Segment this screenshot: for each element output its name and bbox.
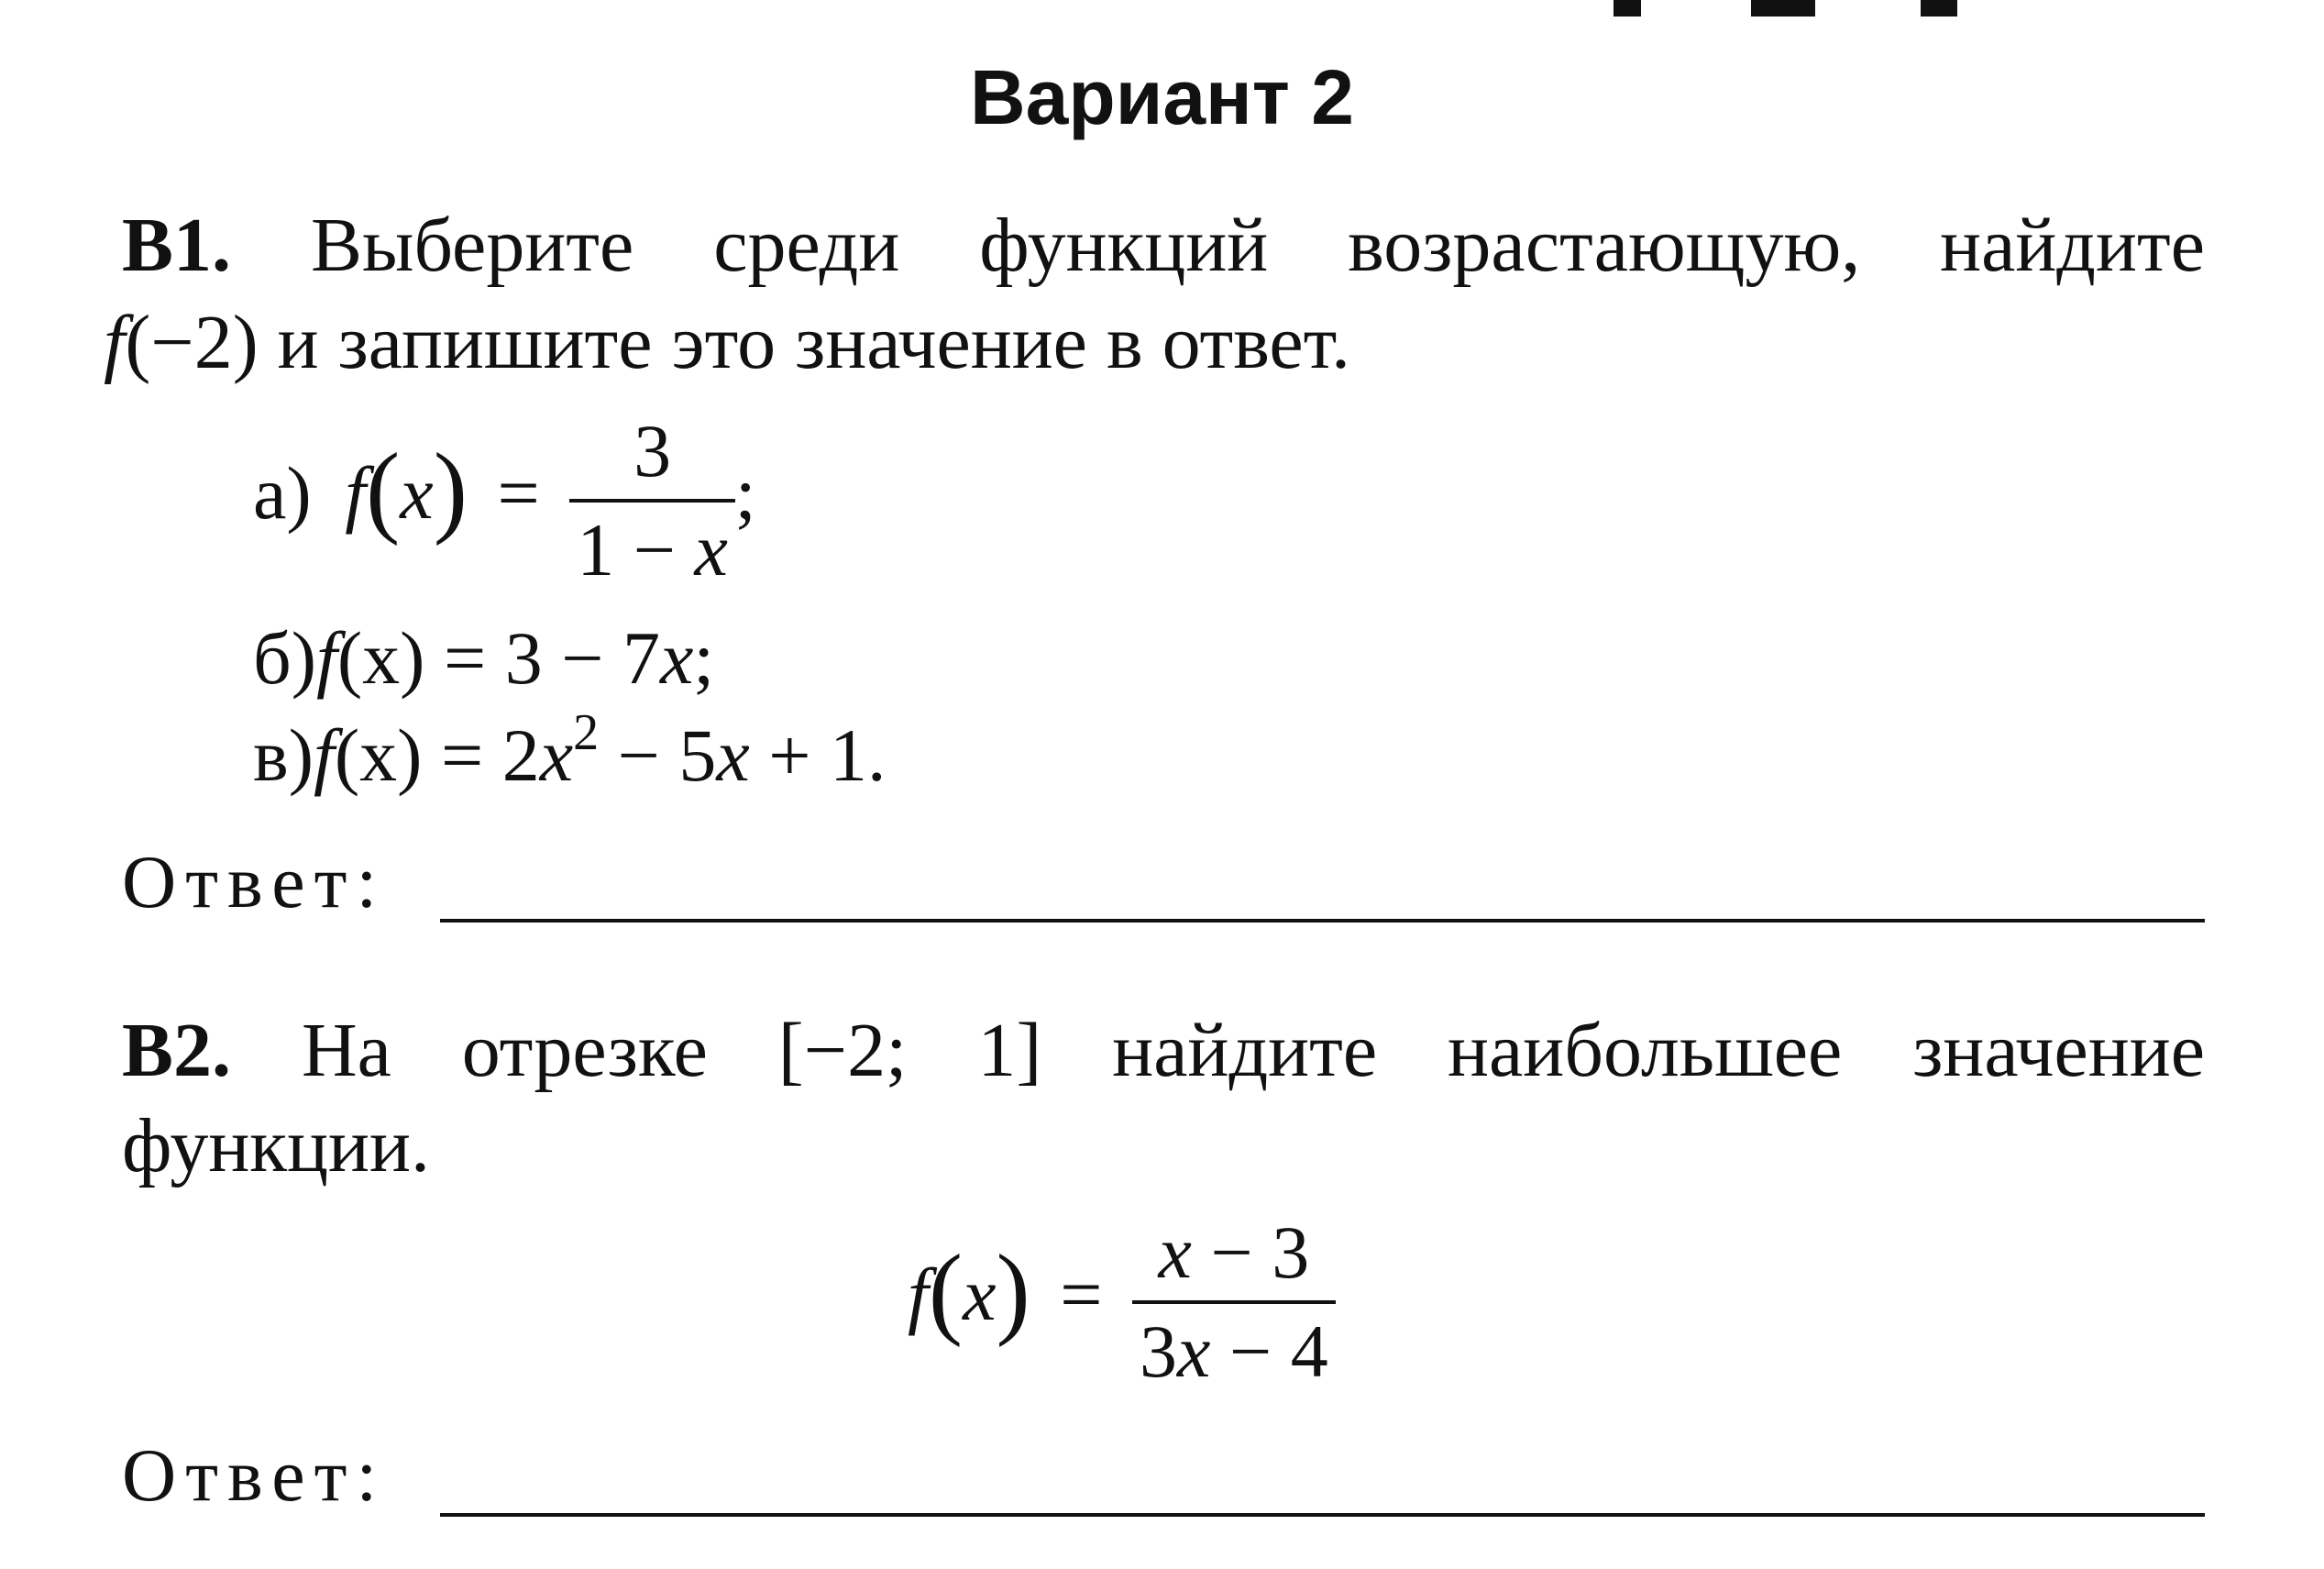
option-a-function-name: f bbox=[345, 450, 366, 535]
b1-text-line2: и запишите это значение в ответ. bbox=[258, 300, 1351, 385]
option-a-equals: = bbox=[497, 450, 540, 535]
b2-numerator: x − 3 bbox=[1132, 1210, 1336, 1304]
option-a-semicolon: ; bbox=[734, 450, 756, 535]
b2-answer-field[interactable] bbox=[440, 1513, 2205, 1517]
b2-fraction bbox=[1132, 1210, 1336, 1394]
b1-question-line2 bbox=[104, 295, 1350, 391]
b2-equals: = bbox=[1060, 1252, 1103, 1336]
option-a-numerator: 3 bbox=[569, 409, 735, 503]
b1-question-line1 bbox=[122, 198, 2205, 293]
option-a-variable: x bbox=[400, 450, 434, 535]
b2-denominator: 3x − 4 bbox=[1140, 1309, 1328, 1393]
b2-answer-label: Ответ: bbox=[122, 1433, 387, 1517]
b2-number: В2. bbox=[122, 1008, 232, 1093]
b1-option-b: б)f(x) = 3 − 7x; bbox=[253, 616, 715, 700]
option-a-label: а) bbox=[253, 450, 312, 535]
b1-option-a: а) f(x) = $\frac{3}{1 - x}$ ; bbox=[253, 409, 756, 591]
b1-text-line1: Выберите среди функций возрастающую, найдите bbox=[310, 203, 2205, 288]
b1-answer-label: Ответ: bbox=[122, 840, 387, 923]
top-cropped-text-fragment bbox=[1614, 0, 1962, 17]
b2-answer-row bbox=[122, 1432, 386, 1519]
b2-text-line1: На отрезке [−2; 1] найдите наибольшее значение bbox=[301, 1008, 2205, 1093]
b1-answer-row bbox=[122, 839, 386, 925]
option-c-label: в) bbox=[253, 713, 314, 797]
b2-question-line2: функции. bbox=[122, 1103, 430, 1188]
option-c-exponent: 2 bbox=[573, 704, 600, 761]
b1-answer-field[interactable] bbox=[440, 919, 2205, 923]
option-a-denominator: 1 − x bbox=[577, 508, 728, 591]
option-b-label: б) bbox=[253, 616, 317, 700]
b1-function-name: f bbox=[104, 300, 126, 385]
option-a-fraction bbox=[569, 409, 735, 592]
b1-option-c: $в)f(x) = 2x^2 - 5x + 1$. bbox=[253, 704, 887, 797]
b2-function-name: f bbox=[908, 1252, 929, 1336]
b1-number: В1. bbox=[122, 203, 232, 288]
b1-argument: (−2) bbox=[125, 300, 259, 385]
b2-question-line1 bbox=[122, 1003, 2205, 1099]
variant-title: Вариант 2 bbox=[970, 54, 1354, 140]
b2-formula: f(x) = $\frac{x - 3}{3x - 4}$ bbox=[908, 1210, 1336, 1394]
